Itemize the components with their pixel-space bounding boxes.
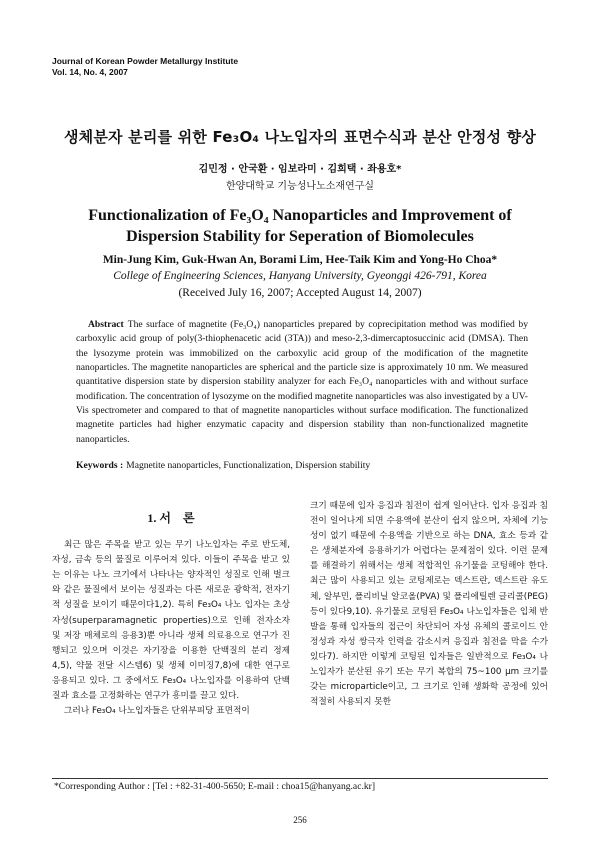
- english-authors: Min-Jung Kim, Guk-Hwan An, Borami Lim, Hee-Taik Kim and Yong-Ho Choa*: [102, 254, 498, 266]
- english-affiliation: College of Engineering Sciences, Hanyang University, Gyeonggi 426-791, Korea: [113, 270, 487, 282]
- footnote-divider: [52, 778, 548, 779]
- korean-affiliation: 한양대학교 기능성나노소재연구실: [225, 181, 375, 192]
- abstract-text: The surface of magnetite (Fe₃O₄) nanoparticles prepared by coprecipitation method was modified by carboxylic acid group of poly(3-thiophenacetic acid (3TA)) and meso-2,3-dimercaptosuccinic acid (DMSA). Then the lysozyme protein was immobilized on the carboxylic acid group of the modification of the magnetite nanoparticles. The magnetite nanoparticles are spherical and the particle size is approximately 10 nm. We measured quantitative dispersion state by dispersion stability analyzer for each Fe₃O₄ nanoparticles with and without surface modification. The concentration of lysozyme on the modified magnetite nanoparticles was also investigated by a UV-Vis spectrometer and compared to that of magnetite nanoparticles without surface modification. The functionalized magnetite particles had higher enzymatic capacity and dispersion stability than non-functionalized magnetite nanoparticles.: [76, 319, 528, 445]
- right-paragraph-1: 크기 때문에 입자 응집과 침전이 쉽게 일어난다. 입자 응집과 침전이 일어나게 되면 수용액에 분산이 쉽지 않으며, 자체에 기능성이 없기 때문에 수용액을 기반으로 하는 DNA, 효소 등과 같은 생체분자에 응용하기가 어렵다는 문제점이 있다. 이런 문제를 해결하기 위해서는 생체 적합적인 유기물을 코팅해야 한다. 최근 많이 사용되고 있는 코팅제로는 덱스트란, 덱스트란 유도체, 알부민, 폴리비닐 알코올(PVA) 및 폴리에틸렌 글리콜(PEG) 등이 있다9,10). 유기물로 코팅된 Fe₃O₄ 나노입자들은 입체 반발을 통해 입자들의 접근이 차단되어 자성 유체의 콜로이드 안정성과 자성 쌍극자 인력을 감소시켜 응집과 침전을 막을 수가 있다7). 하지만 이렇게 코팅된 입자들은 일반적으로 Fe₃O₄ 나노입자가 분산된 유기 또는 무기 복합의 75~100 μm 크기를 갖는 microparticle이고, 그 크기로 인해 생화학 공정에 있어 적절히 사용되지 못한: [310, 501, 548, 708]
- keywords-text: Magnetite nanoparticles, Functionalization, Dispersion stability: [126, 460, 371, 471]
- footnote: *Corresponding Author : [Tel : +82-31-400-5650; E-mail : choa15@hanyang.ac.kr]: [54, 781, 376, 792]
- abstract-label: Abstract: [88, 319, 124, 330]
- keywords-label: Keywords :: [76, 460, 124, 471]
- korean-title: 생체분자 분리를 위한 Fe₃O₄ 나노입자의 표면수식과 분산 안정성 향상: [63, 128, 537, 146]
- page-number: 256: [293, 815, 307, 825]
- korean-authors: 김민정 · 안국환 · 임보라미 · 김희택 · 좌용호*: [198, 164, 402, 175]
- section-title: 1. 서 론: [147, 511, 195, 525]
- abstract: [76, 318, 528, 447]
- journal-header: [52, 56, 238, 78]
- left-paragraph-2: 그러나 Fe₃O₄ 나노입자들은 단위부피당 표면적이: [64, 706, 250, 717]
- english-title-line2: Dispersion Stability for Seperation of Biomolecules: [126, 228, 474, 245]
- english-title-line1: Functionalization of Fe₃O₄ Nanoparticles and Improvement of: [88, 207, 512, 224]
- keywords: [76, 460, 528, 471]
- body-right-column: [310, 499, 548, 710]
- body-left-column: [52, 499, 290, 719]
- journal-name: Journal of Korean Powder Metallurgy Institute: [52, 56, 239, 66]
- english-title: [0, 205, 600, 247]
- journal-volume: Vol. 14, No. 4, 2007: [52, 67, 128, 77]
- received-dates: (Received July 16, 2007; Accepted August 14, 2007): [178, 287, 422, 299]
- left-paragraph-1: 최근 많은 주목을 받고 있는 무기 나노입자는 주로 반도체, 자성, 금속 등의 물질로 이루어져 있다. 이들이 주목을 받고 있는 이유는 나노 크기에서 나타나는 양자적인 성질로 인해 벌크와 같은 물질에서 보이는 성질과는 다른 새로운 광학적, 전자기적 성질을 보이기 때문이다1,2). 특히 Fe₃O₄ 나노 입자는 초상자성(superparamagnetic properties)으로 인해 전자소자 및 저장 매체로의 응용3)뿐 아니라 생체 의료용으로 연구가 진행되고 있으며 이것은 자기장을 이용한 단백질의 분리 정제4,5), 약물 전달 시스템6) 및 생체 이미징7,8)에 대한 연구로 응용되고 있다. 그 중에서도 Fe₃O₄ 나노입자를 이용하여 단백질과 효소를 고정화하는 연구가 흥미를 끌고 있다.: [52, 540, 290, 702]
